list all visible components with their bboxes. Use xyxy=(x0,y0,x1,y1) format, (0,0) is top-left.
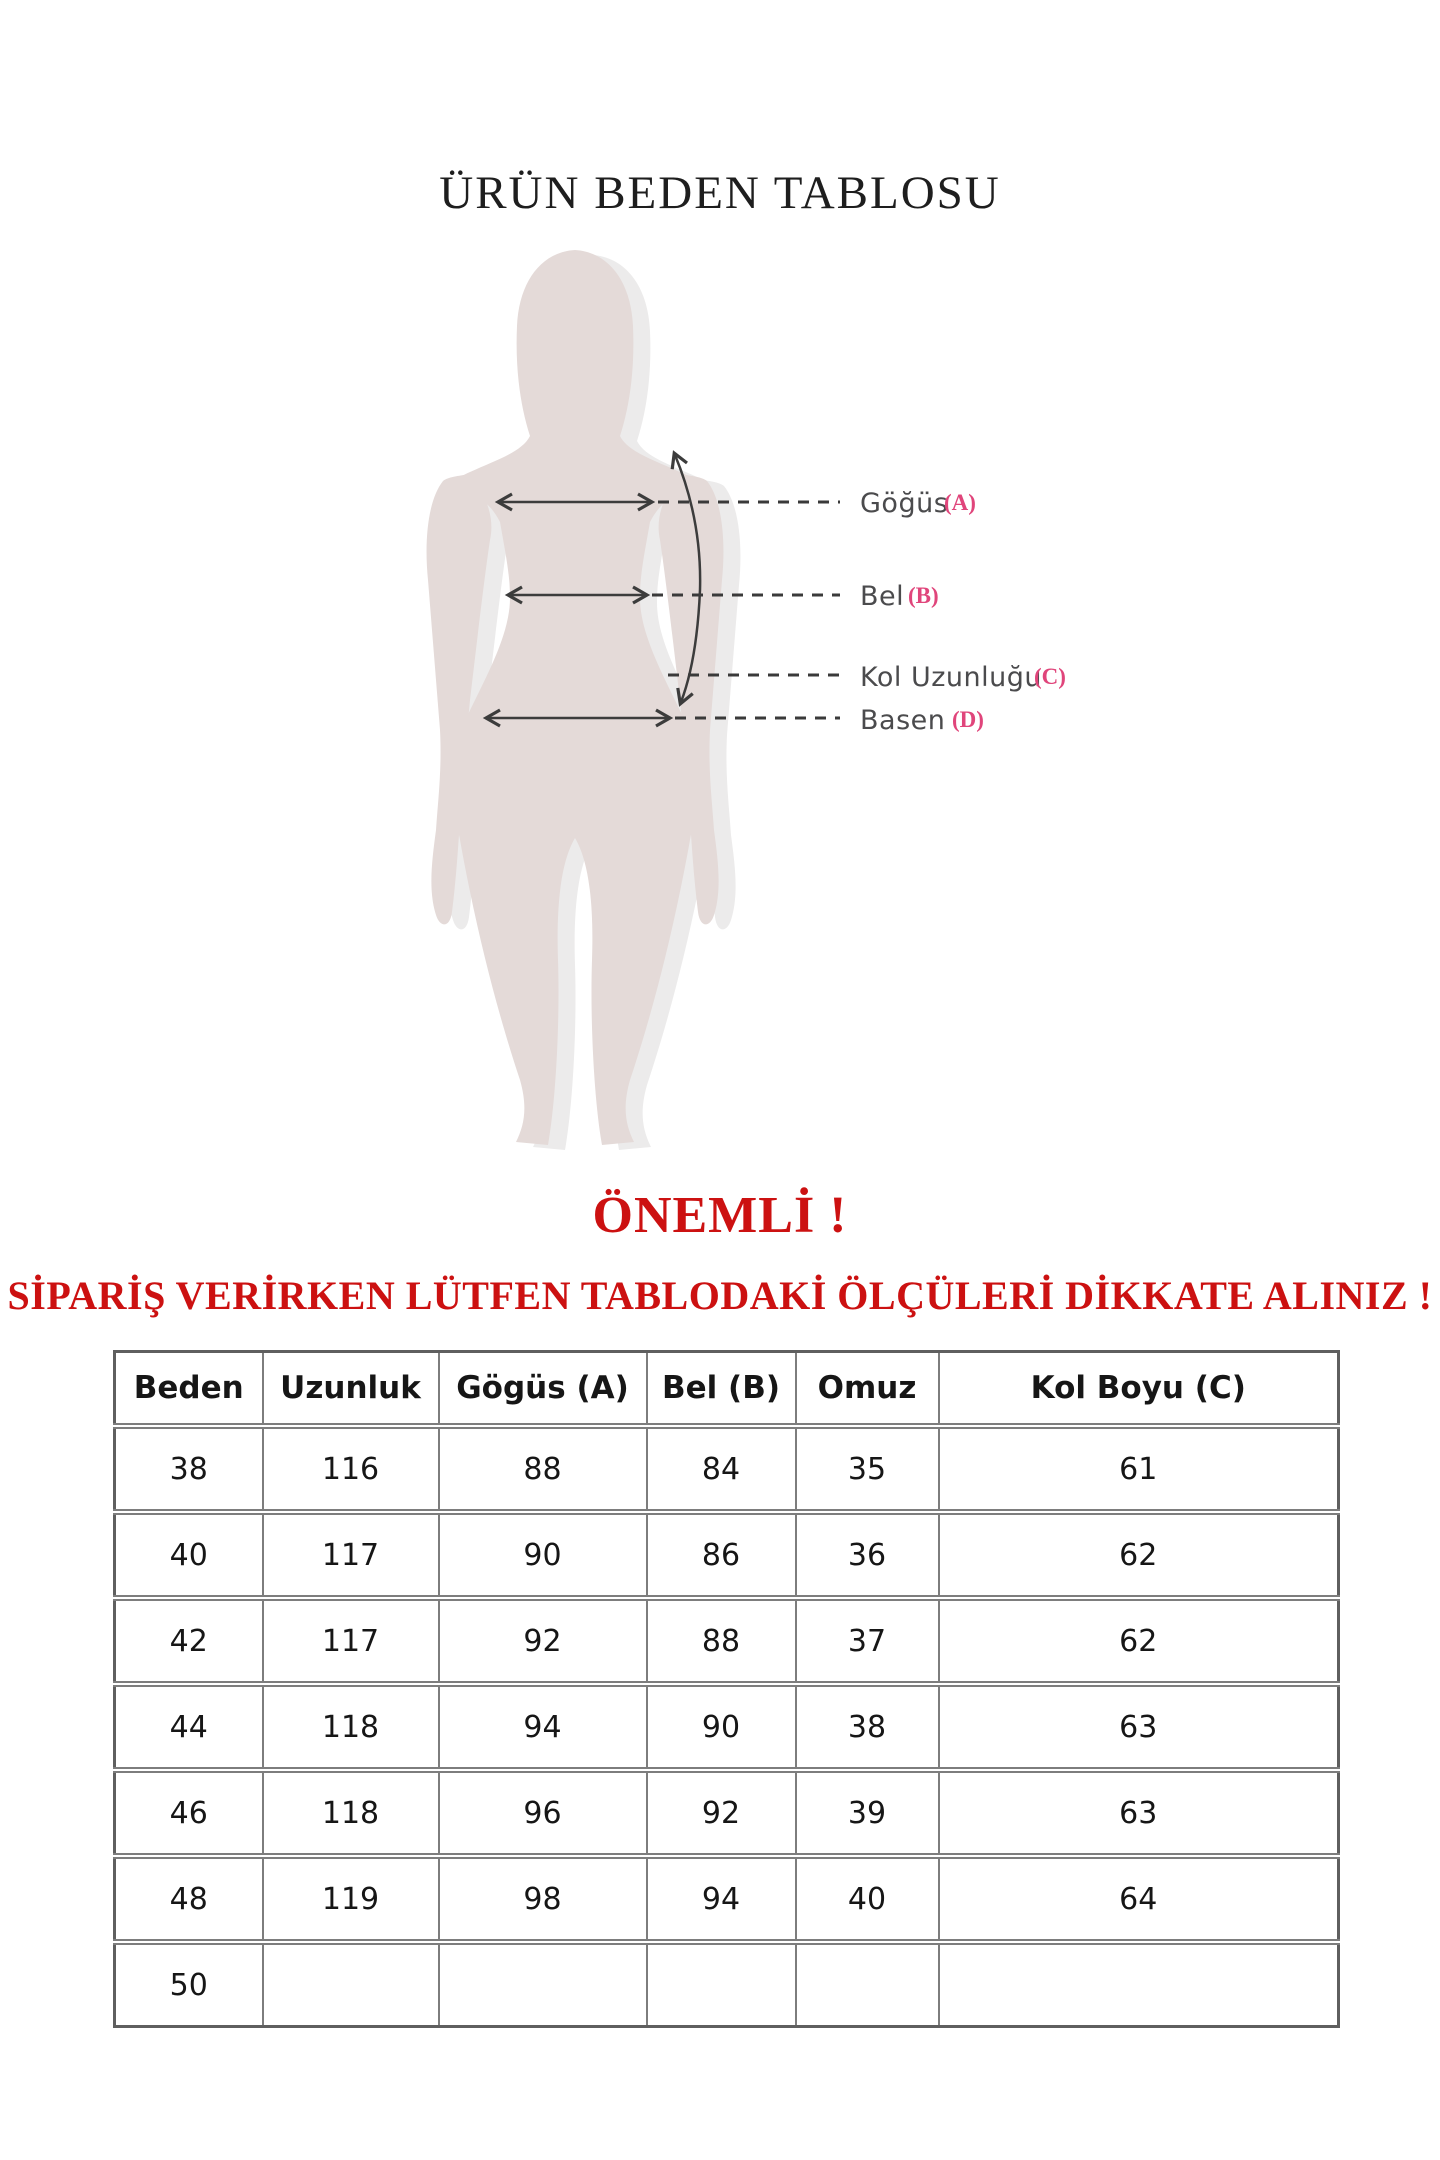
table-cell: 50 xyxy=(115,1942,263,2027)
table-cell: 86 xyxy=(647,1512,796,1598)
table-cell: 92 xyxy=(647,1770,796,1856)
table-cell: 118 xyxy=(263,1684,439,1770)
table-cell: 96 xyxy=(439,1770,647,1856)
table-cell xyxy=(796,1942,939,2027)
chest-label: Göğüs xyxy=(860,488,949,519)
table-row xyxy=(115,1770,1339,1856)
column-header-beden: Beden xyxy=(115,1352,263,1427)
arm-length-code: (C) xyxy=(1034,664,1066,689)
waist-code: (B) xyxy=(908,583,939,608)
table-cell: 37 xyxy=(796,1598,939,1684)
table-cell: 36 xyxy=(796,1512,939,1598)
table-cell: 39 xyxy=(796,1770,939,1856)
table-cell: 90 xyxy=(439,1512,647,1598)
size-diagram xyxy=(330,240,1100,1160)
table-cell: 64 xyxy=(939,1856,1339,1942)
table-cell xyxy=(647,1942,796,2027)
table-cell xyxy=(263,1942,439,2027)
table-cell: 48 xyxy=(115,1856,263,1942)
table-cell: 98 xyxy=(439,1856,647,1942)
hip-code: (D) xyxy=(952,707,984,732)
table-row xyxy=(115,1684,1339,1770)
column-header-gogus: Gögüs (A) xyxy=(439,1352,647,1427)
warning-subheading: SİPARİŞ VERİRKEN LÜTFEN TABLODAKİ ÖLÇÜLERİ DİKKATE ALINIZ ! xyxy=(7,1273,1433,1318)
page-title: ÜRÜN BEDEN TABLOSU xyxy=(439,167,1001,219)
table-cell: 84 xyxy=(647,1426,796,1512)
table-cell: 62 xyxy=(939,1512,1339,1598)
size-table xyxy=(113,1350,1340,2028)
column-header-kol-boyu: Kol Boyu (C) xyxy=(939,1352,1339,1427)
table-cell: 40 xyxy=(796,1856,939,1942)
warning-heading: ÖNEMLİ ! xyxy=(592,1187,848,1244)
hip-label: Basen xyxy=(860,705,946,736)
chest-code: (A) xyxy=(944,490,976,515)
table-cell: 118 xyxy=(263,1770,439,1856)
table-cell: 38 xyxy=(796,1684,939,1770)
table-row xyxy=(115,1942,1339,2027)
table-cell: 35 xyxy=(796,1426,939,1512)
table-cell: 63 xyxy=(939,1770,1339,1856)
table-cell: 40 xyxy=(115,1512,263,1598)
table-cell: 62 xyxy=(939,1598,1339,1684)
table-cell: 94 xyxy=(439,1684,647,1770)
header-row xyxy=(115,1352,1339,1427)
table-row xyxy=(115,1856,1339,1942)
column-header-omuz: Omuz xyxy=(796,1352,939,1427)
table-cell: 42 xyxy=(115,1598,263,1684)
table-cell: 63 xyxy=(939,1684,1339,1770)
table-cell xyxy=(439,1942,647,2027)
column-header-uzunluk: Uzunluk xyxy=(263,1352,439,1427)
size-table-body xyxy=(115,1426,1339,2027)
table-cell: 94 xyxy=(647,1856,796,1942)
arm-length-label: Kol Uzunluğu xyxy=(860,662,1042,693)
table-cell: 88 xyxy=(647,1598,796,1684)
table-cell: 92 xyxy=(439,1598,647,1684)
size-table-header xyxy=(115,1352,1339,1427)
table-cell: 44 xyxy=(115,1684,263,1770)
table-cell: 38 xyxy=(115,1426,263,1512)
table-cell: 46 xyxy=(115,1770,263,1856)
table-cell: 119 xyxy=(263,1856,439,1942)
table-cell: 88 xyxy=(439,1426,647,1512)
table-cell: 117 xyxy=(263,1512,439,1598)
table-cell: 61 xyxy=(939,1426,1339,1512)
table-row xyxy=(115,1598,1339,1684)
table-cell xyxy=(939,1942,1339,2027)
table-row xyxy=(115,1512,1339,1598)
table-cell: 117 xyxy=(263,1598,439,1684)
waist-label: Bel xyxy=(860,581,905,612)
table-cell: 90 xyxy=(647,1684,796,1770)
table-cell: 116 xyxy=(263,1426,439,1512)
column-header-bel: Bel (B) xyxy=(647,1352,796,1427)
table-row xyxy=(115,1426,1339,1512)
